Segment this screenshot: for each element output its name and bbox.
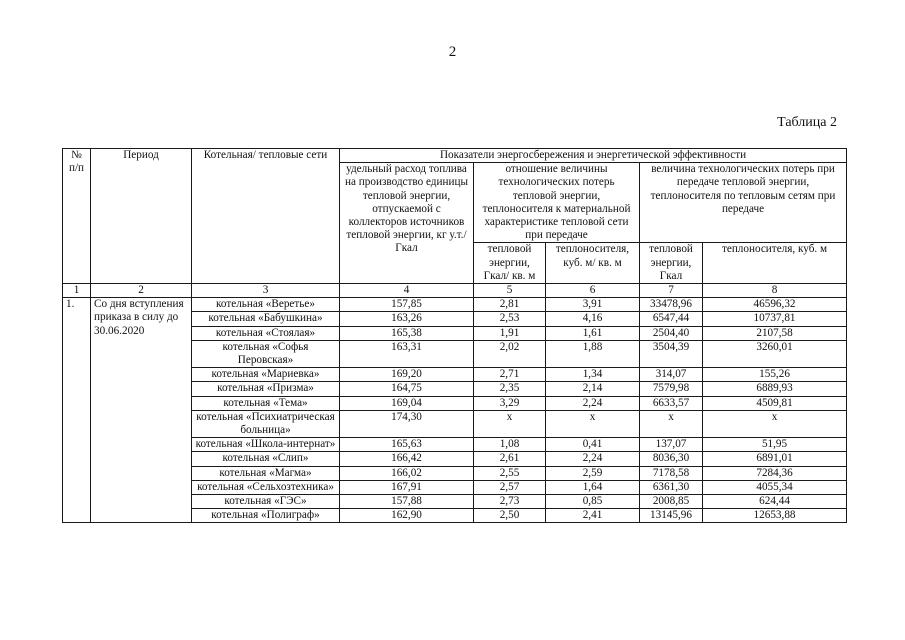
ratio-heat-value: 2,61 (474, 452, 546, 466)
header-loss-ratio: отношение величины технологических потерь тепловой энергии, теплоносителя к материальной характеристике тепловой сети при передаче (474, 163, 640, 243)
boiler-name: котельная «Мариевка» (192, 368, 340, 382)
row-index: 1. (63, 298, 91, 523)
page-number: 2 (448, 44, 457, 60)
loss-heat-value: 2008,85 (640, 495, 703, 509)
ratio-carrier-value: 2,24 (546, 396, 640, 410)
header-fuel-consumption: удельный расход топлива на производство единицы тепловой энергии, отпускаемой с коллекторов источников тепловой энергии, кг у.т./ Гкал (340, 163, 474, 284)
header-loss-carrier: теплоносителя, куб. м (703, 243, 847, 284)
ratio-carrier-value: 2,41 (546, 509, 640, 523)
column-number: 7 (640, 284, 703, 298)
ratio-carrier-value: x (546, 410, 640, 437)
fuel-consumption-value: 157,85 (340, 298, 474, 312)
boiler-name: котельная «Веретье» (192, 298, 340, 312)
fuel-consumption-value: 166,42 (340, 452, 474, 466)
loss-carrier-value: 46596,32 (703, 298, 847, 312)
header-period: Период (91, 149, 192, 284)
loss-carrier-value: 155,26 (703, 368, 847, 382)
column-number: 6 (546, 284, 640, 298)
ratio-carrier-value: 1,88 (546, 340, 640, 367)
ratio-carrier-value: 0,41 (546, 438, 640, 452)
loss-heat-value: 13145,96 (640, 509, 703, 523)
boiler-name: котельная «Психиатрическая больница» (192, 410, 340, 437)
boiler-name: котельная «Сельхозтехника» (192, 480, 340, 494)
table-title: Таблица 2 (777, 115, 837, 130)
column-number: 4 (340, 284, 474, 298)
fuel-consumption-value: 157,88 (340, 495, 474, 509)
ratio-carrier-value: 2,59 (546, 466, 640, 480)
ratio-heat-value: 2,57 (474, 480, 546, 494)
loss-carrier-value: 51,95 (703, 438, 847, 452)
ratio-carrier-value: 1,64 (546, 480, 640, 494)
ratio-heat-value: 1,08 (474, 438, 546, 452)
period-cell: Со дня вступления приказа в силу до 30.06.2020 (91, 298, 192, 523)
loss-carrier-value: 2107,58 (703, 326, 847, 340)
ratio-heat-value: 1,91 (474, 326, 546, 340)
ratio-carrier-value: 0,85 (546, 495, 640, 509)
loss-heat-value: 137,07 (640, 438, 703, 452)
loss-carrier-value: 3260,01 (703, 340, 847, 367)
fuel-consumption-value: 166,02 (340, 466, 474, 480)
ratio-heat-value: 2,73 (474, 495, 546, 509)
loss-carrier-value: 4055,34 (703, 480, 847, 494)
energy-efficiency-table (62, 148, 847, 523)
loss-carrier-value: 12653,88 (703, 509, 847, 523)
header-indicators-group: Показатели энергосбережения и энергетической эффективности (340, 149, 847, 163)
fuel-consumption-value: 165,63 (340, 438, 474, 452)
loss-heat-value: 3504,39 (640, 340, 703, 367)
fuel-consumption-value: 169,20 (340, 368, 474, 382)
header-boiler: Котельная/ тепловые сети (192, 149, 340, 284)
boiler-name: котельная «Школа-интернат» (192, 438, 340, 452)
column-number: 1 (63, 284, 91, 298)
ratio-heat-value: x (474, 410, 546, 437)
loss-carrier-value: 10737,81 (703, 312, 847, 326)
column-number: 5 (474, 284, 546, 298)
header-loss-value: величина технологических потерь при передаче тепловой энергии, теплоносителя по тепловым сетям при передаче (640, 163, 847, 243)
boiler-name: котельная «Тема» (192, 396, 340, 410)
boiler-name: котельная «Бабушкина» (192, 312, 340, 326)
ratio-heat-value: 2,35 (474, 382, 546, 396)
ratio-heat-value: 3,29 (474, 396, 546, 410)
loss-heat-value: 6361,30 (640, 480, 703, 494)
ratio-heat-value: 2,50 (474, 509, 546, 523)
ratio-carrier-value: 2,24 (546, 452, 640, 466)
header-ratio-heat: тепловой энергии, Гкал/ кв. м (474, 243, 546, 284)
loss-heat-value: 6633,57 (640, 396, 703, 410)
boiler-name: котельная «Слип» (192, 452, 340, 466)
loss-heat-value: x (640, 410, 703, 437)
boiler-name: котельная «Призма» (192, 382, 340, 396)
loss-carrier-value: 6891,01 (703, 452, 847, 466)
ratio-carrier-value: 1,61 (546, 326, 640, 340)
column-number: 3 (192, 284, 340, 298)
loss-heat-value: 8036,30 (640, 452, 703, 466)
ratio-carrier-value: 3,91 (546, 298, 640, 312)
column-number: 2 (91, 284, 192, 298)
fuel-consumption-value: 163,26 (340, 312, 474, 326)
header-row-1 (63, 149, 847, 163)
loss-carrier-value: 4509,81 (703, 396, 847, 410)
loss-heat-value: 7178,58 (640, 466, 703, 480)
header-loss-heat: тепловой энергии, Гкал (640, 243, 703, 284)
fuel-consumption-value: 165,38 (340, 326, 474, 340)
ratio-carrier-value: 4,16 (546, 312, 640, 326)
loss-heat-value: 33478,96 (640, 298, 703, 312)
loss-heat-value: 7579,98 (640, 382, 703, 396)
loss-carrier-value: 6889,93 (703, 382, 847, 396)
fuel-consumption-value: 174,30 (340, 410, 474, 437)
boiler-name: котельная «ГЭС» (192, 495, 340, 509)
ratio-heat-value: 2,55 (474, 466, 546, 480)
fuel-consumption-value: 164,75 (340, 382, 474, 396)
loss-heat-value: 6547,44 (640, 312, 703, 326)
fuel-consumption-value: 163,31 (340, 340, 474, 367)
loss-carrier-value: x (703, 410, 847, 437)
loss-carrier-value: 7284,36 (703, 466, 847, 480)
fuel-consumption-value: 162,90 (340, 509, 474, 523)
header-num: № п/п (63, 149, 91, 284)
loss-heat-value: 314,07 (640, 368, 703, 382)
ratio-heat-value: 2,02 (474, 340, 546, 367)
header-ratio-carrier: теплоносителя, куб. м/ кв. м (546, 243, 640, 284)
ratio-carrier-value: 2,14 (546, 382, 640, 396)
column-number-row (63, 284, 847, 298)
boiler-name: котельная «Полиграф» (192, 509, 340, 523)
ratio-heat-value: 2,81 (474, 298, 546, 312)
table-row (63, 298, 847, 312)
fuel-consumption-value: 167,91 (340, 480, 474, 494)
ratio-heat-value: 2,53 (474, 312, 546, 326)
column-number: 8 (703, 284, 847, 298)
ratio-carrier-value: 1,34 (546, 368, 640, 382)
loss-heat-value: 2504,40 (640, 326, 703, 340)
boiler-name: котельная «Софья Перовская» (192, 340, 340, 367)
boiler-name: котельная «Магма» (192, 466, 340, 480)
boiler-name: котельная «Стоялая» (192, 326, 340, 340)
fuel-consumption-value: 169,04 (340, 396, 474, 410)
ratio-heat-value: 2,71 (474, 368, 546, 382)
loss-carrier-value: 624,44 (703, 495, 847, 509)
